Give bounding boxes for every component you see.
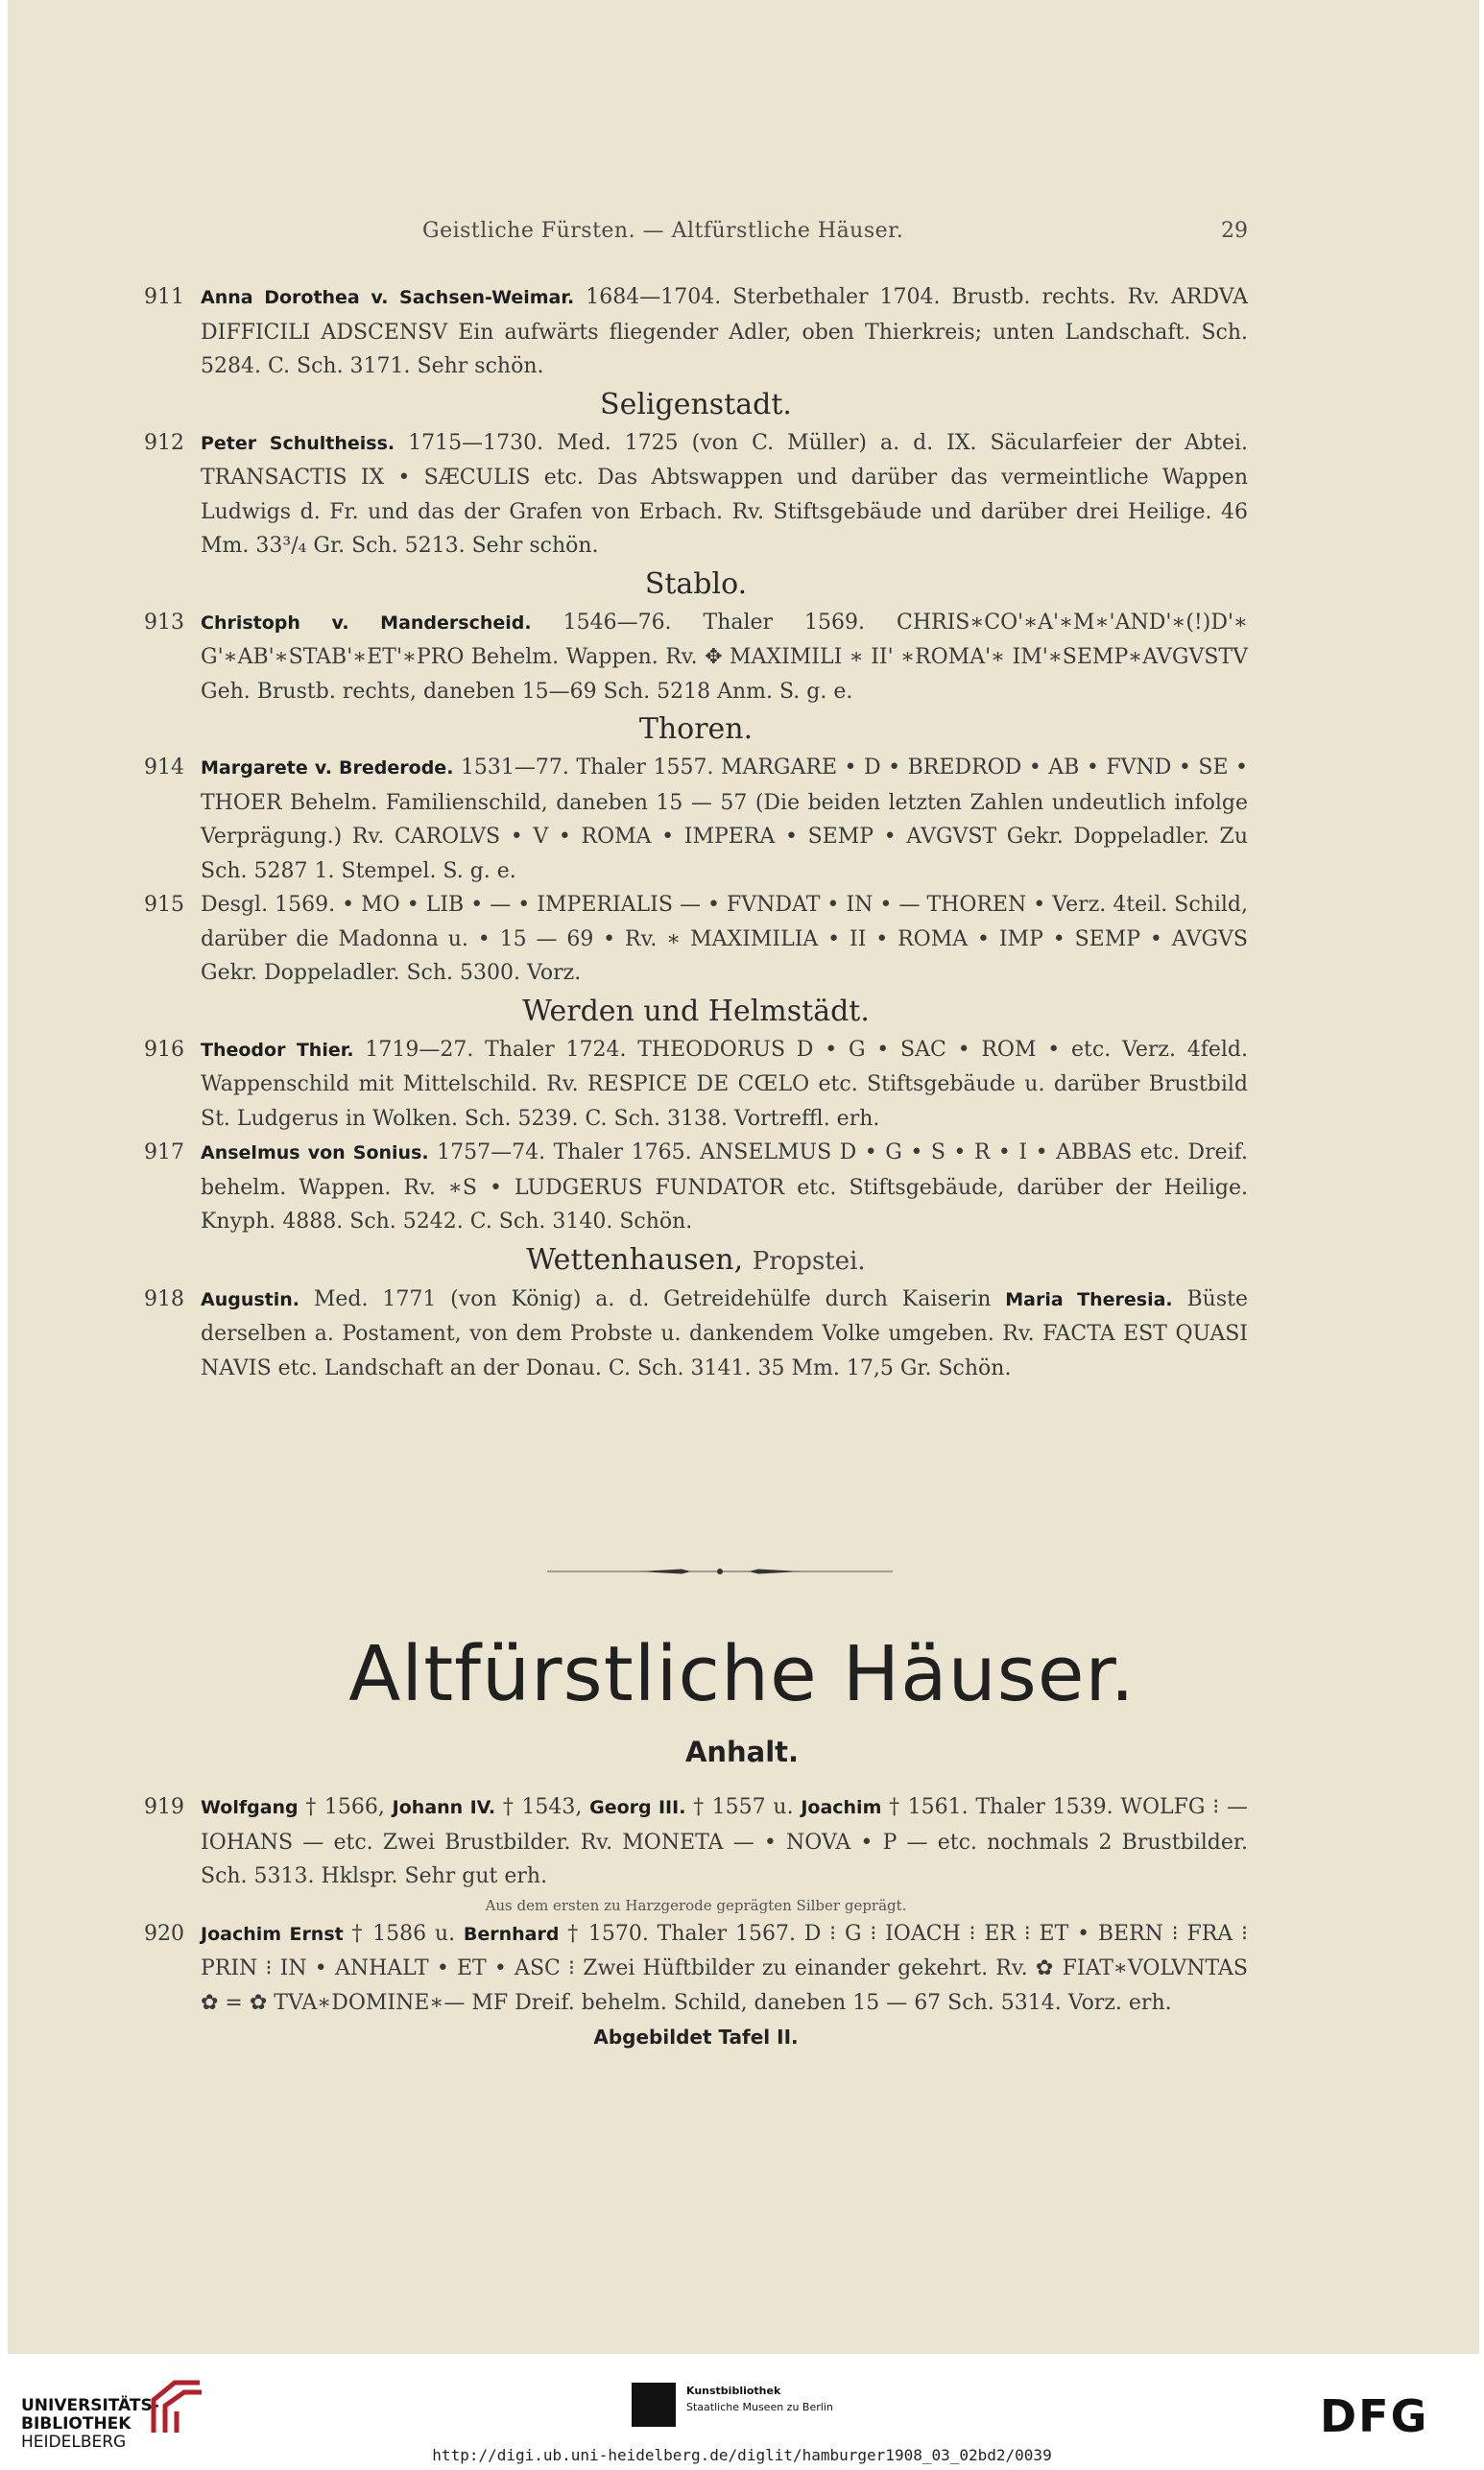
kb-line-2: Staatliche Museen zu Berlin — [686, 2401, 833, 2413]
dfg-logo[interactable]: DFG — [1320, 2390, 1429, 2442]
entry-number: 915 — [144, 893, 184, 917]
section-heading: Werden und Helmstädt. — [522, 994, 870, 1028]
entry-text: Med. 1771 (von König) a. d. Getreidehülfe durch Kaiserin — [313, 1286, 992, 1311]
anhalt-heading: Anhalt. — [684, 1736, 800, 1768]
entry-name: Peter Schultheiss. — [201, 432, 395, 454]
header-title: Geistliche Fürsten. — Altfürstliche Häuser. — [422, 219, 904, 243]
entry-number: 917 — [144, 1140, 184, 1164]
university-library-logo-text[interactable] — [21, 2397, 159, 2452]
entry-text: † 1561. Thaler 1539. WOLFG ⁝ — IOHANS — etc. Zwei Brustbilder. Rv. MONETA — • NOVA • P — etc. nochmals 2 Brustbilder. Sch. 5313. Hklspr. Sehr gut erh. — [201, 1795, 1248, 1888]
entry-915 — [144, 888, 1248, 991]
entry-name: Joachim Ernst — [201, 1923, 344, 1945]
entry-text: 1757—74. Thaler 1765. ANSELMUS D • G • S • R • I • ABBAS etc. Dreif. behelm. Wappen. Rv. ∗S • LUDGERUS FUNDATOR etc. Stiftsgebäude, darüber der Heilige. Knyph. 4888. Sch. 5242. C. Sch. 3140. Schön. — [201, 1140, 1248, 1234]
entry-911 — [144, 280, 1248, 384]
entry-text: † 1586 u. — [351, 1921, 456, 1946]
entry-text: 1546—76. Thaler 1569. CHRIS∗CO'∗A'∗M∗'AND'∗(!)D'∗ G'∗AB'∗STAB'∗ET'∗PRO Behelm. Wappen. Rv. ✥ MAXIMILI ∗ II' ∗ROMA'∗ IM'∗SEMP∗AVGVSTV Geh. Brustb. rechts, daneben 15—69 Sch. 5218 Anm. S. g. e. — [201, 610, 1248, 704]
entry-number: 916 — [144, 1037, 184, 1062]
entry-name: Joachim — [801, 1797, 882, 1818]
entry-text: 1531—77. Thaler 1557. MARGARE • D • BREDROD • AB • FVND • SE • THOER Behelm. Familienschild, daneben 15 — 57 (Die beiden letzten Zahlen undeutlich infolge Verprägung.) Rv. CAROLVS • V • ROMA • IMPERA • SEMP • AVGVST Gekr. Doppeladler. Zu Sch. 5287 1. Stempel. S. g. e. — [201, 755, 1248, 883]
catalogue-block-1 — [144, 280, 1248, 1385]
entry-text: Büste derselben a. Postament, von dem Probste u. dankendem Volke umgeben. Rv. FACTA EST QUASI NAVIS etc. Landschaft an der Donau. C. Sch. 3141. 35 Mm. 17,5 Gr. Schön. — [201, 1286, 1249, 1380]
entry-name: Theodor Thier. — [201, 1039, 354, 1061]
entry-name: Anselmus von Sonius. — [201, 1142, 429, 1163]
entry-917 — [144, 1136, 1248, 1239]
entry-note: Aus dem ersten zu Harzgerode geprägten Silber geprägt. — [485, 1896, 907, 1914]
entry-name: Wolfgang — [201, 1797, 299, 1818]
entry-text: 1684—1704. Sterbethaler 1704. Brustb. rechts. Rv. ARDVA DIFFICILI ADSCENSV Ein aufwärts fliegender Adler, oben Thierkreis; unten Landschaft. Sch. 5284. C. Sch. 3171. Sehr schön. — [201, 285, 1248, 378]
big-heading: Altfürstliche Häuser. — [348, 1630, 1136, 1718]
entry-920 — [144, 1917, 1248, 2021]
entry-number: 912 — [144, 430, 184, 455]
footer-bar — [0, 2354, 1484, 2470]
entry-text: † 1543, — [502, 1795, 583, 1819]
entry-name: Maria Theresia. — [1005, 1288, 1173, 1310]
page-number: 29 — [1221, 219, 1248, 243]
uni-line-3: HEIDELBERG — [21, 2433, 127, 2452]
heidelberg-logo-icon — [142, 2377, 209, 2436]
entry-text: 1719—27. Thaler 1724. THEODORUS D • G • SAC • ROM • etc. Verz. 4feld. Wappenschild mit Mittelschild. Rv. RESPICE DE CŒLO etc. Stiftsgebäude u. darüber Brustbild St. Ludgerus in Wolken. Sch. 5239. C. Sch. 3138. Vortreffl. erh. — [201, 1037, 1249, 1131]
entry-text: † 1566, — [305, 1795, 385, 1819]
entry-number: 911 — [144, 285, 184, 309]
entry-number: 913 — [144, 610, 184, 635]
entry-number: 920 — [144, 1921, 184, 1946]
entry-914 — [144, 751, 1248, 888]
entry-918 — [144, 1283, 1248, 1386]
entry-name: Johann IV. — [392, 1797, 496, 1818]
section-title: Wettenhausen, — [526, 1242, 744, 1277]
entry-913 — [144, 606, 1248, 709]
entry-number: 919 — [144, 1795, 184, 1819]
entry-name: Margarete v. Brederode. — [201, 757, 454, 779]
entry-text: † 1570. Thaler 1567. D ⁝ G ⁝ IOACH ⁝ ER ⁝ ET • BERN ⁝ FRA ⁝ PRIN ⁝ IN • ANHALT • ET • ASC ⁝ Zwei Hüftbilder zu einander gekehrt. Rv. ✿ FIAT∗VOLVNTAS ✿ = ✿ TVA∗DOMINE∗— MF Dreif. behelm. Schild, daneben 15 — 67 Sch. 5314. Vorz. erh. — [201, 1921, 1248, 2015]
catalogue-block-2 — [144, 1790, 1248, 2054]
entry-name: Anna Dorothea v. Sachsen-Weimar. — [201, 287, 575, 308]
plate-reference: Abgebildet Tafel II. — [593, 2026, 799, 2049]
entry-name: Bernhard — [463, 1923, 560, 1945]
section-heading — [144, 1239, 1248, 1283]
entry-916 — [144, 1033, 1248, 1137]
kunstbibliothek-label[interactable] — [686, 2383, 833, 2415]
section-heading: Thoren. — [638, 712, 754, 746]
entry-name: Christoph v. Manderscheid. — [201, 612, 532, 634]
section-heading: Seligenstadt. — [600, 387, 792, 421]
permalink-url[interactable]: http://digi.ub.uni-heidelberg.de/diglit/hamburger1908_03_02bd2/0039 — [432, 2446, 1052, 2464]
entry-919 — [144, 1790, 1248, 1894]
uni-line-2: BIBLIOTHEK — [21, 2414, 132, 2434]
kunstbibliothek-logo-icon — [632, 2383, 676, 2427]
entry-name: Augustin. — [201, 1288, 300, 1310]
entry-name: Georg III. — [589, 1797, 686, 1818]
entry-text: Desgl. 1569. • MO • LIB • — • IMPERIALIS — • FVNDAT • IN • — THOREN • Verz. 4teil. Schild, darüber die Madonna u. • 15 — 69 • Rv. ∗ MAXIMILIA • II • ROMA • IMP • SEMP • AVGVS Gekr. Doppeladler. Sch. 5300. Vorz. — [201, 893, 1248, 985]
uni-line-1: UNIVERSITÄTS- — [21, 2396, 159, 2415]
section-heading: Stablo. — [644, 566, 748, 601]
entry-number: 914 — [144, 755, 184, 779]
ornamental-divider — [547, 1569, 893, 1574]
entry-text: † 1557 u. — [693, 1795, 794, 1819]
entry-number: 918 — [144, 1286, 184, 1311]
entry-text: 1715—1730. Med. 1725 (von C. Müller) a. d. IX. Säcularfeier der Abtei. TRANSACTIS IX • SÆCULIS etc. Das Abtswappen und darüber das vermeintliche Wappen Ludwigs d. Fr. und das der Grafen von Erbach. Rv. Stiftsgebäude und darüber drei Heilige. 46 Mm. 33³/₄ Gr. Sch. 5213. Sehr schön. — [201, 430, 1249, 558]
kb-line-1: Kunstbibliothek — [686, 2385, 781, 2397]
section-subtitle: Propstei. — [752, 1246, 866, 1276]
entry-912 — [144, 426, 1248, 564]
